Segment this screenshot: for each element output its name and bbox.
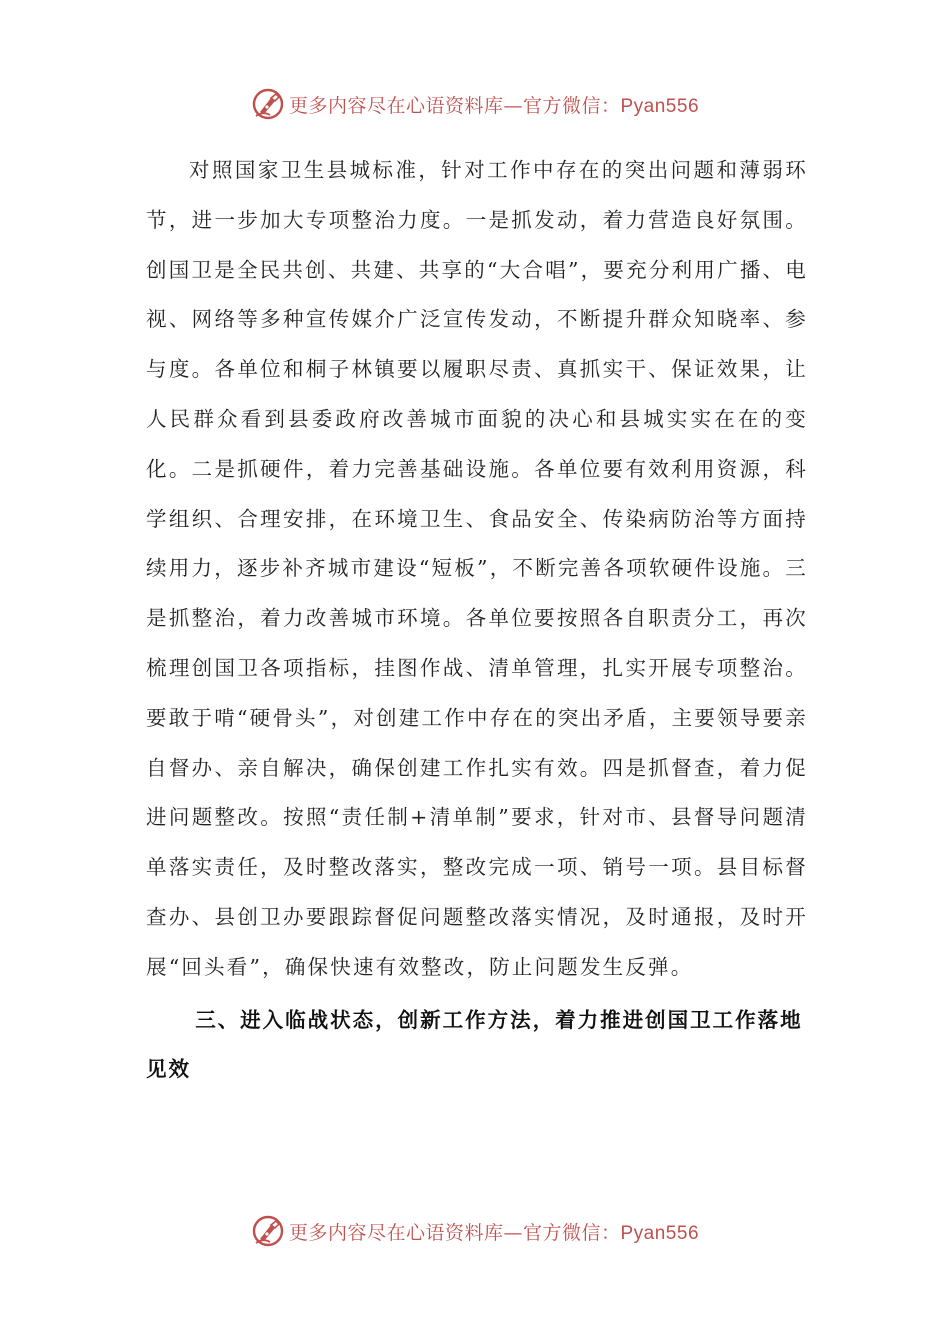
body-paragraph: 对照国家卫生县城标准，针对工作中存在的突出问题和薄弱环节，进一步加大专项整治力度。一是抓发动，着力营造良好氛围。创国卫是全民共创、共建、共享的“大合唱”，要充分利用广播、电视、网络等多种宣传媒介广泛宣传发动，不断提升群众知晓率、参与度。各单位和桐子林镇要以履职尽责、真抓实干、保证效果，让人民群众看到县委政府改善城市面貌的决心和县城实实在在的变化。二是抓硬件，着力完善基础设施。各单位要有效利用资源，科学组织、合理安排，在环境卫生、食品安全、传染病防治等方面持续用力，逐步补齐城市建设“短板”，不断完善各项软硬件设施。三是抓整治，着力改善城市环境。各单位要按照各自职责分工，再次梳理创国卫各项指标，挂图作战、清单管理，扎实开展专项整治。要敢于啃“硬骨头”，对创建工作中存在的突出矛盾，主要领导要亲自督办、亲自解决，确保创建工作扎实有效。四是抓督查，着力促进问题整改。按照“责任制+清单制”要求，针对市、县督导问题清单落实责任，及时整改落实，整改完成一项、销号一项。县目标督查办、县创卫办要跟踪督促问题整改落实情况，及时通报，及时开展“回头看”，确保快速有效整改，防止问题发生反弹。 <box>146 158 808 979</box>
footer-banner <box>0 1211 950 1251</box>
pen-nib-logo-icon <box>251 87 285 121</box>
pen-nib-logo-icon <box>251 1214 285 1248</box>
wechat-id: Pyan556 <box>620 1222 700 1244</box>
header-banner <box>0 84 950 124</box>
document-body <box>146 146 808 1095</box>
wechat-id: Pyan556 <box>620 95 700 117</box>
banner-text: 更多内容尽在心语资料库—官方微信：Pyan556 <box>288 1221 700 1244</box>
banner-text: 更多内容尽在心语资料库—官方微信：Pyan556 <box>288 94 700 117</box>
section-heading: 三、进入临战状态，创新工作方法，着力推进创国卫工作落地见效 <box>146 1007 803 1082</box>
